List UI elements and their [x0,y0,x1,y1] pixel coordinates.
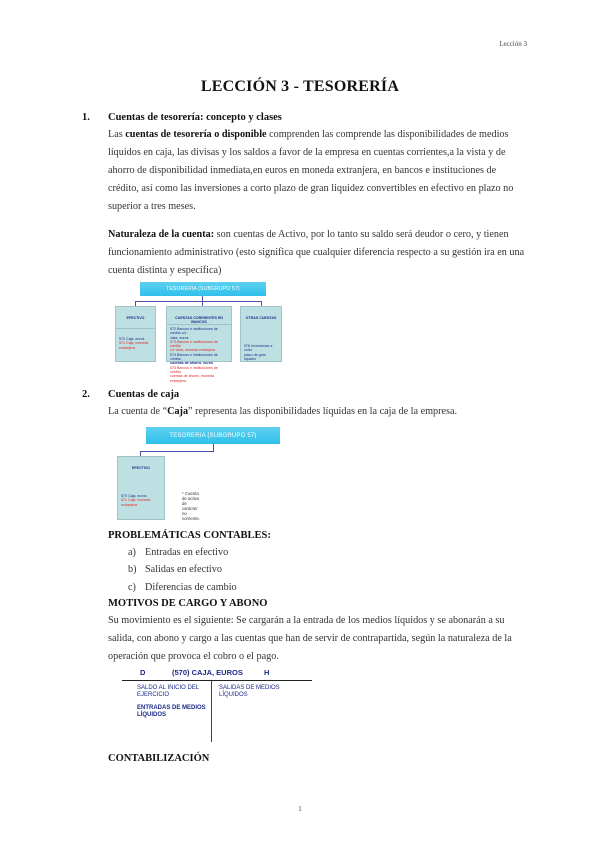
contabilizacion-heading: CONTABILIZACIÓN [108,753,210,764]
diagram-top-node: TESORERIA (SUBGRUPO 57) [146,427,280,444]
section-1-number: 1. [82,112,90,123]
section-1-paragraph-2: Naturaleza de la cuenta: son cuentas de Activo, por lo tanto su saldo será deudor o cero, y tienen funcionamiento administrativo (esto significa que cualquier diferencia respecto a su gestión ira en una cuenta distinta y específica) [108,229,525,276]
diagram-note: * Cuenta de activo de carácter no corriente. [182,491,200,521]
problematicas-heading: PROBLEMÁTICAS CONTABLES: [108,530,271,541]
problematica-item: a) Entradas en efectivo [128,547,229,558]
section-1-heading: Cuentas de tesorería: concepto y clases [108,112,282,123]
term-caja: Caja [167,406,189,417]
page-title: LECCIÓN 3 - TESORERÍA [200,78,400,95]
diagram-box-efectivo: EFECTIVO 570 Caja, euros 571 Caja, moneda extranjera [117,456,165,520]
diagram-top-node: TESORERIA (SUBGRUPO 57) [140,282,266,296]
section-2-intro: La cuenta de “Caja” representa las disponibilidades líquidas en la caja de la empresa. [108,406,458,417]
debit-entry: ENTRADAS DE MEDIOS LÍQUIDOS [137,705,206,718]
t-account-caja [122,668,312,742]
t-account-vertical-line [211,681,212,742]
motivos-heading: MOTIVOS DE CARGO Y ABONO [108,598,268,609]
section-2-number: 2. [82,389,90,400]
t-account-horizontal-line [122,680,312,681]
credit-entry: SALIDAS DE MEDIOS LÍQUIDOS [219,685,280,698]
term-naturaleza: Naturaleza de la cuenta: [108,229,215,240]
running-header: Lección 3 [499,40,527,48]
connector-line [140,451,214,452]
credit-label: H [264,668,270,677]
motivos-paragraph: Su movimiento es el siguiente: Se cargarán a la entrada de los medios líquidos y se abonarán a su salida, con abono y cargo a las cuentas que han de servir de contrapartida, según la naturaleza de la operación que provoca el cobro o el pago. [108,615,512,662]
section-2-heading: Cuentas de caja [108,389,180,400]
debit-entry: SALDO AL INICIO DEL EJERCICIO [137,685,199,698]
problematica-item: b) Salidas en efectivo [128,564,222,575]
account-name: (570) CAJA, EUROS [172,668,243,677]
diagram-box-efectivo: EFECTIVO 570 Caja, euros 571 Caja, moneda extranjera [115,306,156,362]
diagram-box-cuentas-corrientes: CUENTAS CORRIENTES EN BANCOS 572 Bancos e instituciones de crédito c/c vista, euros 573 Bancos e instituciones de crédito c/c vista, moneda extranjera 574 Bancos e instituciones de crédito, cuentas de ahorro, euros 575 Bancos e instituciones de crédito, cuentas de ahorro, moneda extranjera [166,306,232,362]
diagram-box-otras-cuentas: OTRAS CUENTAS 576 Inversiones a corto plazo de gran liquidez [240,306,282,362]
page-number: 1 [298,805,302,813]
term-cuentas-tesoreria: cuentas de tesorería o disponible [125,129,267,140]
problematica-item: c) Diferencias de cambio [128,582,237,593]
debit-label: D [140,668,146,677]
section-1-paragraph-1: Las cuentas de tesorería o disponible comprenden las comprende las disponibilidades de medios líquidos en caja, las divisas y los saldos a favor de la empresa en cuentas corrientes,a la vista y de ahorro de disponibilidad inmediata,en euros en moneda extranjera, en bancos e instituciones de crédito, así como las inversiones a corto plazo de gran liquidez convertibles en efectivo en plazo no superior a tres meses. [108,129,514,212]
connector-line [135,301,262,302]
connector-line [213,444,214,451]
